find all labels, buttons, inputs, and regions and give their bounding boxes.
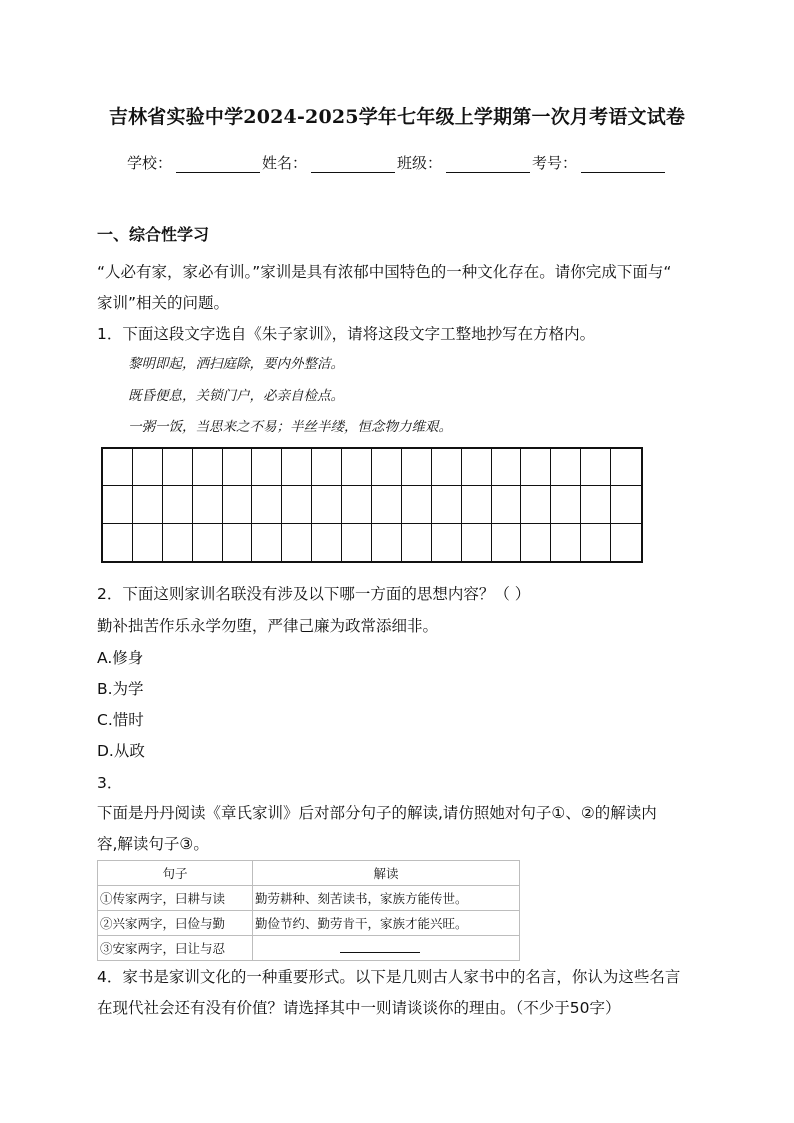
grid-cell[interactable] [611, 449, 641, 486]
q4-prompt-line-2: 在现代社会还有没有价值？请选择其中一则请谈谈你的理由。（不少于50字） [97, 999, 621, 1017]
answer-blank[interactable] [340, 940, 420, 953]
grid-cell[interactable] [551, 524, 581, 561]
grid-cell[interactable] [103, 524, 133, 561]
grid-cell[interactable] [193, 524, 223, 561]
grid-cell[interactable] [342, 524, 372, 561]
grid-cell[interactable] [252, 486, 282, 523]
table-cell-interpretation: 勤俭节约、勤劳肯干，家族才能兴旺。 [253, 911, 520, 936]
table-cell-sentence: ①传家两字，曰耕与读 [98, 886, 253, 911]
grid-cell[interactable] [521, 449, 551, 486]
q1-source-line-2: 既昏便息，关锁门户，必亲自检点。 [128, 388, 344, 404]
table-row [98, 911, 520, 936]
school-field[interactable] [127, 152, 262, 173]
intro-text-line-2: 家训”相关的问题。 [97, 294, 230, 312]
class-label: 班级： [397, 154, 443, 172]
school-label: 学校： [126, 154, 172, 172]
grid-cell[interactable] [372, 486, 402, 523]
q2-option-b[interactable]: B.为学 [97, 680, 144, 698]
table-row [98, 886, 520, 911]
q4-prompt-line-1: 4．家书是家训文化的一种重要形式。以下是几则古人家书中的名言，你认为这些名言 [97, 968, 681, 986]
name-label: 姓名： [261, 154, 307, 172]
q1-source-line-3: 一粥一饭，当思来之不易；半丝半缕，恒念物力维艰。 [128, 419, 452, 435]
grid-cell[interactable] [163, 524, 193, 561]
grid-cell[interactable] [312, 486, 342, 523]
grid-cell[interactable] [103, 449, 133, 486]
q3-number: 3． [97, 774, 123, 792]
grid-cell[interactable] [223, 524, 253, 561]
grid-cell[interactable] [282, 524, 312, 561]
table-row [98, 936, 520, 961]
grid-cell[interactable] [462, 524, 492, 561]
exam-number-blank[interactable] [581, 156, 665, 173]
grid-cell[interactable] [223, 486, 253, 523]
name-blank[interactable] [311, 156, 395, 173]
grid-cell[interactable] [581, 524, 611, 561]
grid-cell[interactable] [521, 486, 551, 523]
grid-cell[interactable] [462, 486, 492, 523]
grid-cell[interactable] [312, 449, 342, 486]
grid-cell[interactable] [402, 486, 432, 523]
grid-cell[interactable] [282, 486, 312, 523]
grid-cell[interactable] [252, 524, 282, 561]
grid-cell[interactable] [193, 449, 223, 486]
q3-prompt-line-1: 下面是丹丹阅读《章氏家训》后对部分句子的解读,请仿照她对句子①、②的解读内 [97, 804, 657, 822]
table-cell-interpretation: 勤劳耕种、刻苦读书，家族方能传世。 [253, 886, 520, 911]
grid-cell[interactable] [133, 449, 163, 486]
student-info-row [0, 152, 794, 173]
grid-cell[interactable] [402, 524, 432, 561]
q3-prompt-line-2: 容,解读句子③。 [97, 835, 209, 853]
exam-number-label: 考号： [532, 154, 578, 172]
table-cell-answer[interactable] [253, 936, 520, 961]
grid-cell[interactable] [581, 449, 611, 486]
grid-cell[interactable] [163, 486, 193, 523]
grid-cell[interactable] [581, 486, 611, 523]
intro-text-line-1: “人必有家，家必有训。”家训是具有浓郁中国特色的一种文化存在。请你完成下面与“ [97, 263, 672, 281]
grid-cell[interactable] [611, 486, 641, 523]
grid-cell[interactable] [521, 524, 551, 561]
section-heading: 一、综合性学习 [97, 225, 210, 244]
table-cell-sentence: ③安家两字，曰让与忍 [98, 936, 253, 961]
table-header-interpretation: 解读 [253, 861, 520, 886]
grid-cell[interactable] [342, 486, 372, 523]
name-field[interactable] [262, 152, 397, 173]
class-field[interactable] [397, 152, 532, 173]
q3-interpretation-table [97, 860, 520, 961]
class-blank[interactable] [446, 156, 530, 173]
grid-cell[interactable] [551, 486, 581, 523]
table-header-sentence: 句子 [98, 861, 253, 886]
q2-couplet: 勤补拙苦作乐永学勿堕，严律己廉为政常添细非。 [97, 617, 439, 635]
grid-cell[interactable] [133, 524, 163, 561]
grid-cell[interactable] [163, 449, 193, 486]
grid-cell[interactable] [252, 449, 282, 486]
grid-cell[interactable] [432, 449, 462, 486]
q2-option-c[interactable]: C.惜时 [97, 711, 144, 729]
grid-cell[interactable] [462, 449, 492, 486]
q2-option-a[interactable]: A.修身 [97, 649, 144, 667]
grid-cell[interactable] [432, 524, 462, 561]
grid-cell[interactable] [372, 524, 402, 561]
grid-cell[interactable] [133, 486, 163, 523]
q2-option-d[interactable]: D.从政 [97, 742, 145, 760]
grid-cell[interactable] [611, 524, 641, 561]
grid-cell[interactable] [282, 449, 312, 486]
grid-cell[interactable] [312, 524, 342, 561]
table-cell-sentence: ②兴家两字，曰俭与勤 [98, 911, 253, 936]
grid-cell[interactable] [402, 449, 432, 486]
grid-cell[interactable] [103, 486, 133, 523]
exam-title: 吉林省实验中学2024-2025学年七年级上学期第一次月考语文试卷 [108, 106, 686, 128]
grid-cell[interactable] [492, 524, 522, 561]
q1-prompt: 1．下面这段文字选自《朱子家训》，请将这段文字工整地抄写在方格内。 [97, 325, 596, 343]
grid-cell[interactable] [492, 486, 522, 523]
grid-cell[interactable] [223, 449, 253, 486]
grid-cell[interactable] [193, 486, 223, 523]
table-header-row [98, 861, 520, 886]
copy-writing-grid[interactable] [101, 447, 643, 563]
q1-source-line-1: 黎明即起，洒扫庭除，要内外整洁。 [128, 356, 344, 372]
exam-number-field[interactable] [532, 152, 667, 173]
q2-prompt: 2．下面这则家训名联没有涉及以下哪一方面的思想内容？（ ） [97, 585, 531, 603]
grid-cell[interactable] [432, 486, 462, 523]
grid-cell[interactable] [372, 449, 402, 486]
grid-cell[interactable] [551, 449, 581, 486]
grid-cell[interactable] [342, 449, 372, 486]
school-blank[interactable] [176, 156, 260, 173]
grid-cell[interactable] [492, 449, 522, 486]
